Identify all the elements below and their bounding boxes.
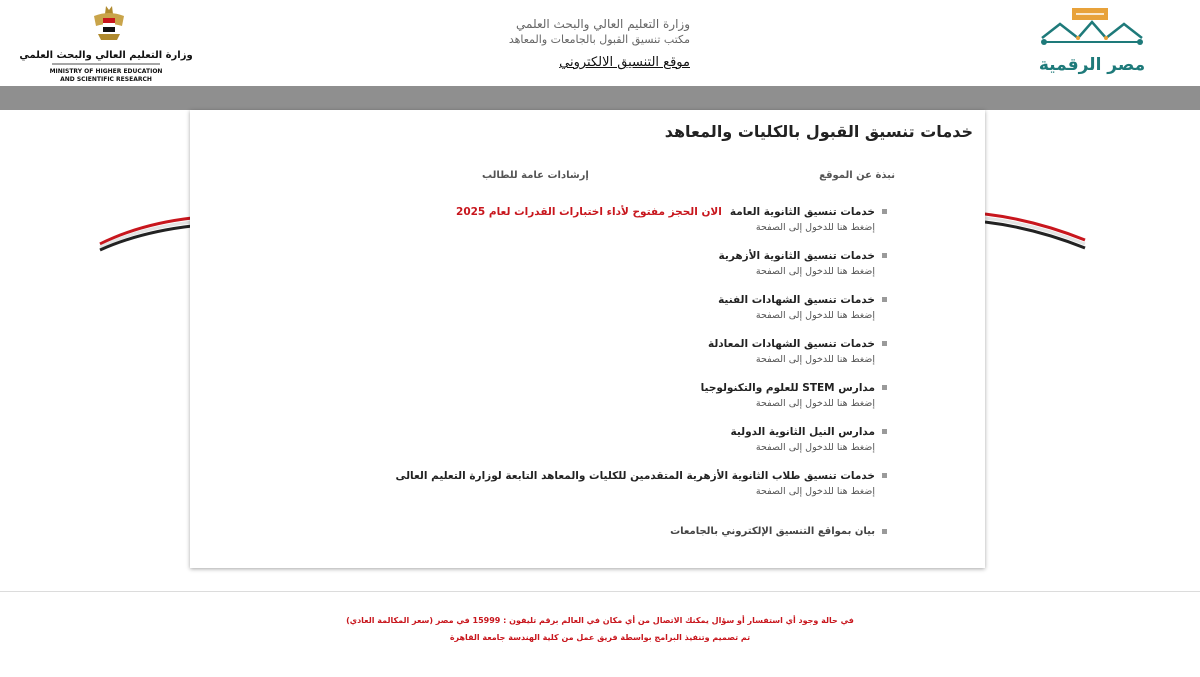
bullet-icon [882, 473, 887, 478]
bullet-icon [882, 429, 887, 434]
site-header [0, 0, 1200, 86]
service-enter-link[interactable]: إضغط هنا للدخول إلى الصفحة [755, 222, 875, 233]
tab-student-guide[interactable]: إرشادات عامة للطالب [482, 170, 589, 181]
svg-text:MINISTRY OF HIGHER EDUCATION: MINISTRY OF HIGHER EDUCATION [49, 68, 163, 75]
services-card [190, 110, 985, 568]
bullet-icon [882, 209, 887, 214]
list-item [315, 294, 875, 338]
services-list [315, 206, 875, 514]
service-enter-link[interactable]: إضغط هنا للدخول إلى الصفحة [755, 354, 875, 365]
service-title[interactable]: خدمات تنسيق طلاب الثانوية الأزهرية المتقدمين للكليات والمعاهد التابعة لوزارة التعليم العالى [395, 470, 875, 482]
page-title: خدمات تنسيق القبول بالكليات والمعاهد [664, 122, 973, 141]
booking-alert[interactable]: الان الحجز مفتوح لأداء اختبارات القدرات لعام 2025 [456, 206, 722, 218]
digital-egypt-icon [1038, 6, 1146, 78]
service-enter-link[interactable]: إضغط هنا للدخول إلى الصفحة [755, 398, 875, 409]
footer-contact-text: في حالة وجود أي استفسار أو سؤال يمكنك الاتصال من أي مكان في العالم برقم تليفون : 15999 في مصر (سعر المكالمة العادي) [346, 616, 854, 625]
svg-text:AND SCIENTIFIC RESEARCH: AND SCIENTIFIC RESEARCH [60, 76, 152, 83]
footer-credits-text: تم تصميم وتنفيذ البرامج بواسطة فريق عمل من كلية الهندسة جامعة القاهرة [449, 633, 751, 642]
svg-text:مصر الرقمية: مصر الرقمية [1038, 55, 1146, 75]
service-title[interactable]: خدمات تنسيق الثانوية الأزهرية [718, 250, 875, 262]
office-name: مكتب تنسيق القبول بالجامعات والمعاهد [508, 33, 690, 46]
service-title[interactable]: مدارس STEM للعلوم والتكنولوجيا [700, 382, 875, 394]
bullet-icon [882, 385, 887, 390]
ministry-name: وزارة التعليم العالي والبحث العلمي [516, 17, 690, 31]
list-item [315, 382, 875, 426]
eagle-emblem-icon [19, 4, 193, 84]
service-enter-link[interactable]: إضغط هنا للدخول إلى الصفحة [755, 266, 875, 277]
bullet-icon [882, 297, 887, 302]
service-title[interactable]: خدمات تنسيق الثانوية العامةالان الحجز مفتوح لأداء اختبارات القدرات لعام 2025 [456, 206, 875, 218]
service-title[interactable]: مدارس النيل الثانوية الدولية [730, 426, 875, 438]
list-item [315, 426, 875, 470]
header-titles [440, 16, 690, 70]
service-enter-link[interactable]: إضغط هنا للدخول إلى الصفحة [755, 310, 875, 321]
site-home-link[interactable]: موقع التنسيق الالكتروني [559, 55, 690, 70]
tab-about-site[interactable]: نبذة عن الموقع [819, 170, 895, 181]
list-item [315, 206, 875, 250]
flag-swoosh-left-icon [100, 200, 192, 250]
ministry-logo[interactable] [19, 4, 193, 84]
service-enter-link[interactable]: إضغط هنا للدخول إلى الصفحة [755, 486, 875, 497]
list-item [315, 250, 875, 294]
digital-egypt-logo[interactable] [1038, 6, 1146, 78]
service-enter-link[interactable]: إضغط هنا للدخول إلى الصفحة [755, 442, 875, 453]
svg-text:وزارة التعليم العالي والبحث ال: وزارة التعليم العالي والبحث العلمي [19, 50, 193, 61]
bullet-icon [882, 529, 887, 534]
service-title[interactable]: خدمات تنسيق الشهادات الفنية [718, 294, 875, 306]
footer-divider [0, 591, 1200, 592]
service-title[interactable]: خدمات تنسيق الشهادات المعادلة [707, 338, 875, 350]
site-footer [0, 612, 1200, 646]
header-divider-bar [0, 86, 1200, 110]
bullet-icon [882, 341, 887, 346]
list-item [315, 338, 875, 382]
flag-swoosh-right-icon [985, 210, 1085, 250]
university-sites-link[interactable]: بيان بمواقع التنسيق الإلكتروني بالجامعات [670, 526, 875, 537]
info-links [375, 170, 895, 186]
bullet-icon [882, 253, 887, 258]
list-item [315, 470, 875, 514]
